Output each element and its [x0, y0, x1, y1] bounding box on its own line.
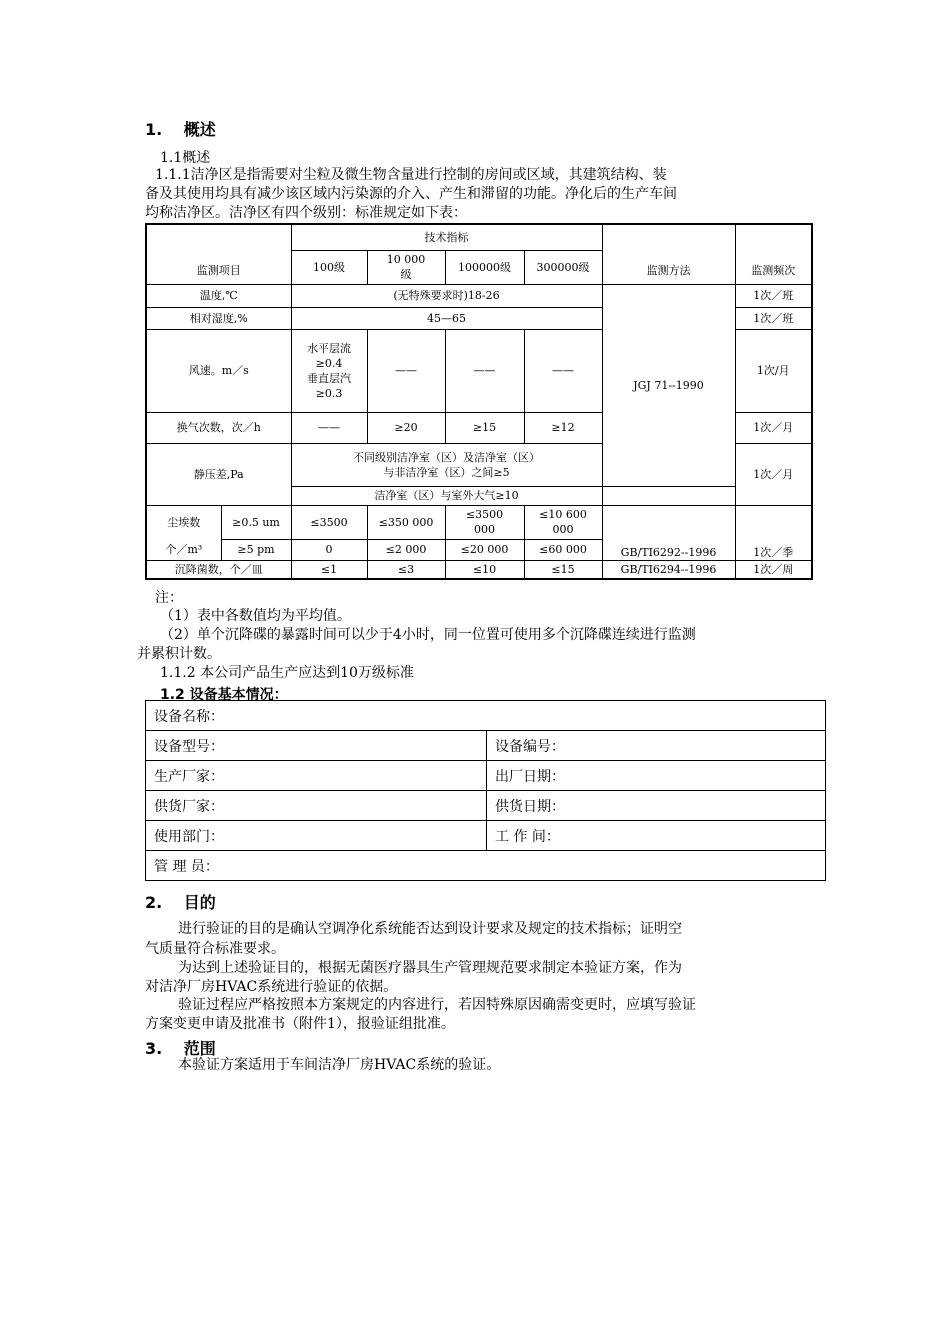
section-1-2-heading: 1.2 设备基本情况：	[160, 687, 288, 703]
row-dust-1-300000: ≤10 600 000	[524, 505, 602, 539]
row-bacteria-100000: ≤10	[445, 560, 524, 579]
row-dust-method: GB/TI6292--1996	[602, 505, 735, 560]
intro-line-3: 均称洁净区。洁净区有四个级别：标准规定如下表：	[145, 205, 467, 221]
row-bacteria-10000: ≤3	[367, 560, 445, 579]
row-dust-freq: 1次／季	[735, 505, 812, 560]
row-air-change-label: 换气次数，次／h	[146, 412, 291, 443]
purpose-p3-line-2: 方案变更申请及批准书（附件1），报验证组批准。	[145, 1016, 455, 1032]
header-method: 监测方法	[602, 224, 735, 284]
row-pressure-value-2: 洁净室（区）与室外大气≥10	[291, 486, 602, 505]
purpose-p1-line-1: 进行验证的目的是确认空调净化系统能否达到设计要求及规定的技术指标；证明空	[178, 921, 682, 937]
intro-line-2: 备及其使用均具有减少该区域内污染源的介入、产生和滞留的功能。净化后的生产车间	[145, 186, 677, 202]
row-dust-size-1: ≥0.5 um	[221, 505, 291, 539]
purpose-p2-line-1: 为达到上述验证目的，根据无菌医疗器具生产管理规范要求制定本验证方案，作为	[178, 960, 682, 976]
department-field: 使用部门：	[146, 821, 487, 851]
purpose-p3-line-1: 验证过程应严格按照本方案规定的内容进行，若因特殊原因确需变更时，应填写验证	[178, 997, 696, 1013]
row-air-change-10000: ≥20	[367, 412, 445, 443]
row-bacteria-100: ≤1	[291, 560, 367, 579]
row-wind-100000: ——	[445, 329, 524, 412]
equipment-model-field: 设备型号：	[146, 731, 487, 761]
row-pressure-freq: 1次／月	[735, 443, 812, 505]
grade-100000: 100000级	[445, 250, 524, 284]
row-dust-label-bottom: 个／m³	[146, 539, 221, 560]
section-1-1-heading: 1.1概述	[160, 150, 211, 166]
row-dust-1-100000: ≤3500 000	[445, 505, 524, 539]
row-air-change-100: ——	[291, 412, 367, 443]
grade-300000: 300000级	[524, 250, 602, 284]
note-2-line-2: 并累积计数。	[137, 646, 221, 662]
para-1-1-2: 1.1.2 本公司产品生产应达到10万级标准	[160, 665, 414, 681]
row-wind-10000: ——	[367, 329, 445, 412]
row-air-change-100000: ≥15	[445, 412, 524, 443]
method-jgj-cont	[602, 486, 735, 505]
supplier-field: 供货厂家：	[146, 791, 487, 821]
header-frequency: 监测频次	[735, 224, 812, 284]
header-tech-index: 技术指标	[291, 224, 602, 250]
method-jgj: JGJ 71--1990	[602, 284, 735, 486]
purpose-p1-line-2: 气质量符合标准要求。	[145, 941, 285, 957]
equipment-serial-field: 设备编号：	[487, 731, 826, 761]
note-2-line-1: （2）单个沉降碟的暴露时间可以少于4小时，同一位置可使用多个沉降碟连续进行监测	[160, 627, 696, 643]
row-temperature-freq: 1次／班	[735, 284, 812, 307]
section-2-heading: 2. 目的	[145, 893, 216, 912]
equipment-name-field: 设备名称：	[146, 701, 826, 731]
intro-line-1: 1.1.1洁净区是指需要对尘粒及微生物含量进行控制的房间或区域，其建筑结构、装	[155, 167, 667, 183]
row-dust-2-300000: ≤60 000	[524, 539, 602, 560]
notes-title: 注：	[155, 590, 183, 606]
row-pressure-value-1: 不同级别洁净室（区）及洁净室（区） 与非洁净室（区）之间≥5	[291, 443, 602, 486]
row-wind-freq: 1次/月	[735, 329, 812, 412]
row-dust-1-10000: ≤350 000	[367, 505, 445, 539]
row-bacteria-freq: 1次／周	[735, 560, 812, 579]
row-dust-2-100: 0	[291, 539, 367, 560]
row-pressure-label: 静压差,Pa	[146, 443, 291, 505]
grade-10000: 10 000 级	[367, 250, 445, 284]
row-humidity-value: 45—65	[291, 307, 602, 329]
header-monitor-item: 监测项目	[146, 224, 291, 284]
row-dust-label-top: 尘埃数	[146, 505, 221, 539]
row-temperature-value: (无特殊要求时)18-26	[291, 284, 602, 307]
row-dust-2-100000: ≤20 000	[445, 539, 524, 560]
manufacture-date-field: 出厂日期：	[487, 761, 826, 791]
row-temperature-label: 温度,℃	[146, 284, 291, 307]
row-wind-300000: ——	[524, 329, 602, 412]
equipment-info-table	[145, 700, 826, 881]
manager-field: 管 理 员：	[146, 851, 826, 881]
row-wind-100: 水平层流 ≥0.4 垂直层汽 ≥0.3	[291, 329, 367, 412]
scope-paragraph: 本验证方案适用于车间洁净厂房HVAC系统的验证。	[178, 1057, 501, 1073]
row-bacteria-method: GB/TI6294--1996	[602, 560, 735, 579]
row-wind-label: 风速。m／s	[146, 329, 291, 412]
row-air-change-freq: 1次／月	[735, 412, 812, 443]
row-bacteria-label: 沉降菌数，个／皿	[146, 560, 291, 579]
section-3-heading: 3. 范围	[145, 1039, 216, 1058]
row-dust-size-2: ≥5 pm	[221, 539, 291, 560]
note-1: （1）表中各数值均为平均值。	[160, 608, 351, 624]
grade-100: 100级	[291, 250, 367, 284]
row-dust-2-10000: ≤2 000	[367, 539, 445, 560]
row-dust-1-100: ≤3500	[291, 505, 367, 539]
supply-date-field: 供货日期：	[487, 791, 826, 821]
row-bacteria-300000: ≤15	[524, 560, 602, 579]
manufacturer-field: 生产厂家：	[146, 761, 487, 791]
section-1-heading: 1. 概述	[145, 120, 216, 139]
cleanroom-standard-table	[145, 223, 813, 580]
workroom-field: 工 作 间：	[487, 821, 826, 851]
row-humidity-freq: 1次／班	[735, 307, 812, 329]
row-humidity-label: 相对湿度,%	[146, 307, 291, 329]
purpose-p2-line-2: 对洁净厂房HVAC系统进行验证的依据。	[145, 979, 398, 995]
row-air-change-300000: ≥12	[524, 412, 602, 443]
